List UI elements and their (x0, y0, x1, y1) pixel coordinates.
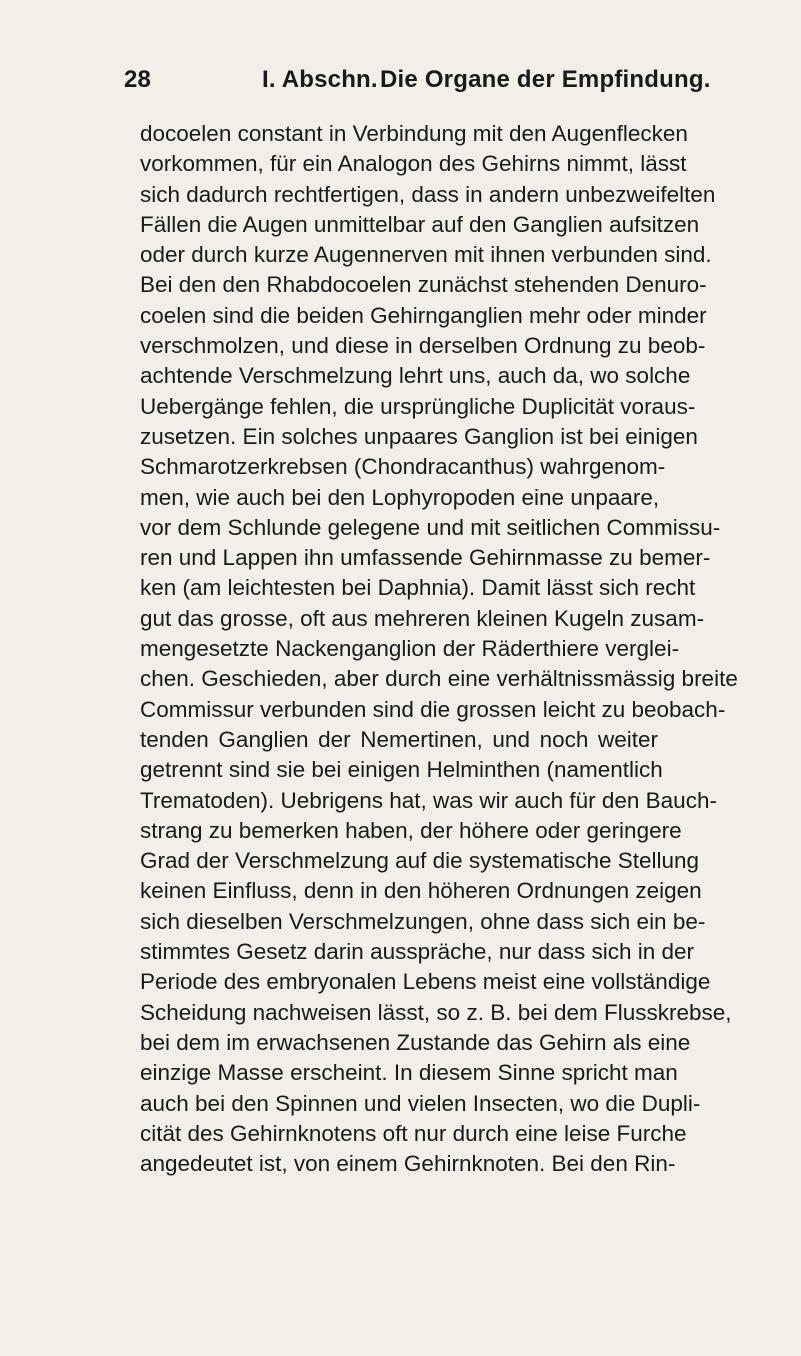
text-line: gut das grosse, oft aus mehreren kleinen Kugeln zusam- (140, 605, 705, 631)
text-line: Schmarotzerkrebsen (Chondracanthus) wahrgenom- (140, 454, 666, 480)
text-line: ren und Lappen ihn umfassende Gehirnmasse zu bemer- (140, 545, 711, 571)
text-line: verschmolzen, und diese in derselben Ordnung zu beob- (140, 333, 706, 359)
text-line: einzige Masse erscheint. In diesem Sinne spricht man (140, 1060, 678, 1086)
text-line: Trematoden). Uebrigens hat, was wir auch für den Bauch- (140, 787, 717, 813)
section-label: I. Abschn. (262, 66, 378, 93)
text-line: bei dem im erwachsenen Zustande das Gehirn als eine (140, 1029, 691, 1055)
text-line: docoelen constant in Verbindung mit den Augenflecken (140, 121, 688, 146)
running-header (124, 66, 711, 96)
text-line: Commissur verbunden sind die grossen leicht zu beobach- (140, 696, 726, 722)
text-line: men, wie auch bei den Lophyropoden eine unpaare, (140, 484, 660, 510)
text-line: sich dieselben Verschmelzungen, ohne dass sich ein be- (140, 908, 706, 934)
page-number: 28 (124, 66, 152, 93)
text-line: stimmtes Gesetz darin ausspräche, nur dass sich in der (140, 939, 694, 965)
text-line: mengesetzte Nackenganglion der Räderthiere verglei- (140, 636, 680, 662)
text-line: Scheidung nachweisen lässt, so z. B. bei dem Flusskrebse, (140, 999, 732, 1025)
text-line: Bei den den Rhabdocoelen zunächst stehenden Denuro- (140, 272, 707, 298)
text-line: zusetzen. Ein solches unpaares Ganglion ist bei einigen (140, 423, 698, 449)
text-line: achtende Verschmelzung lehrt uns, auch da, wo solche (140, 363, 691, 389)
text-line: vor dem Schlunde gelegene und mit seitlichen Commissu- (140, 514, 721, 540)
body-text (140, 119, 738, 1179)
text-line: ken (am leichtesten bei Daphnia). Damit lässt sich recht (140, 575, 696, 601)
text-line: cität des Gehirnknotens oft nur durch eine leise Furche (140, 1120, 687, 1146)
running-title: Die Organe der Empfindung. (380, 66, 711, 93)
text-line: chen. Geschieden, aber durch eine verhältnissmässig breite (140, 666, 738, 692)
text-line: tenden Ganglien der Nemertinen, und noch weiter (140, 726, 658, 752)
text-line: coelen sind die beiden Gehirnganglien mehr oder minder (140, 302, 707, 328)
text-line: sich dadurch rechtfertigen, dass in andern unbezweifelten (140, 181, 716, 207)
text-line: Uebergänge fehlen, die ursprüngliche Duplicität voraus- (140, 393, 696, 419)
text-line: keinen Einfluss, denn in den höheren Ordnungen zeigen (140, 878, 702, 904)
text-line: Grad der Verschmelzung auf die systematische Stellung (140, 848, 700, 874)
text-line: strang zu bemerken haben, der höhere oder geringere (140, 817, 682, 843)
text-line: auch bei den Spinnen und vielen Insecten, wo die Dupli- (140, 1090, 701, 1116)
text-line: Periode des embryonalen Lebens meist eine vollständige (140, 969, 711, 995)
text-line: vorkommen, für ein Analogon des Gehirns nimmt, lässt (140, 151, 687, 177)
text-line: getrennt sind sie bei einigen Helminthen (namentlich (140, 757, 663, 783)
text-line: angedeutet ist, von einem Gehirnknoten. Bei den Rin- (140, 1151, 676, 1177)
text-line: Fällen die Augen unmittelbar auf den Ganglien aufsitzen (140, 211, 700, 237)
text-line: oder durch kurze Augennerven mit ihnen verbunden sind. (140, 242, 712, 268)
